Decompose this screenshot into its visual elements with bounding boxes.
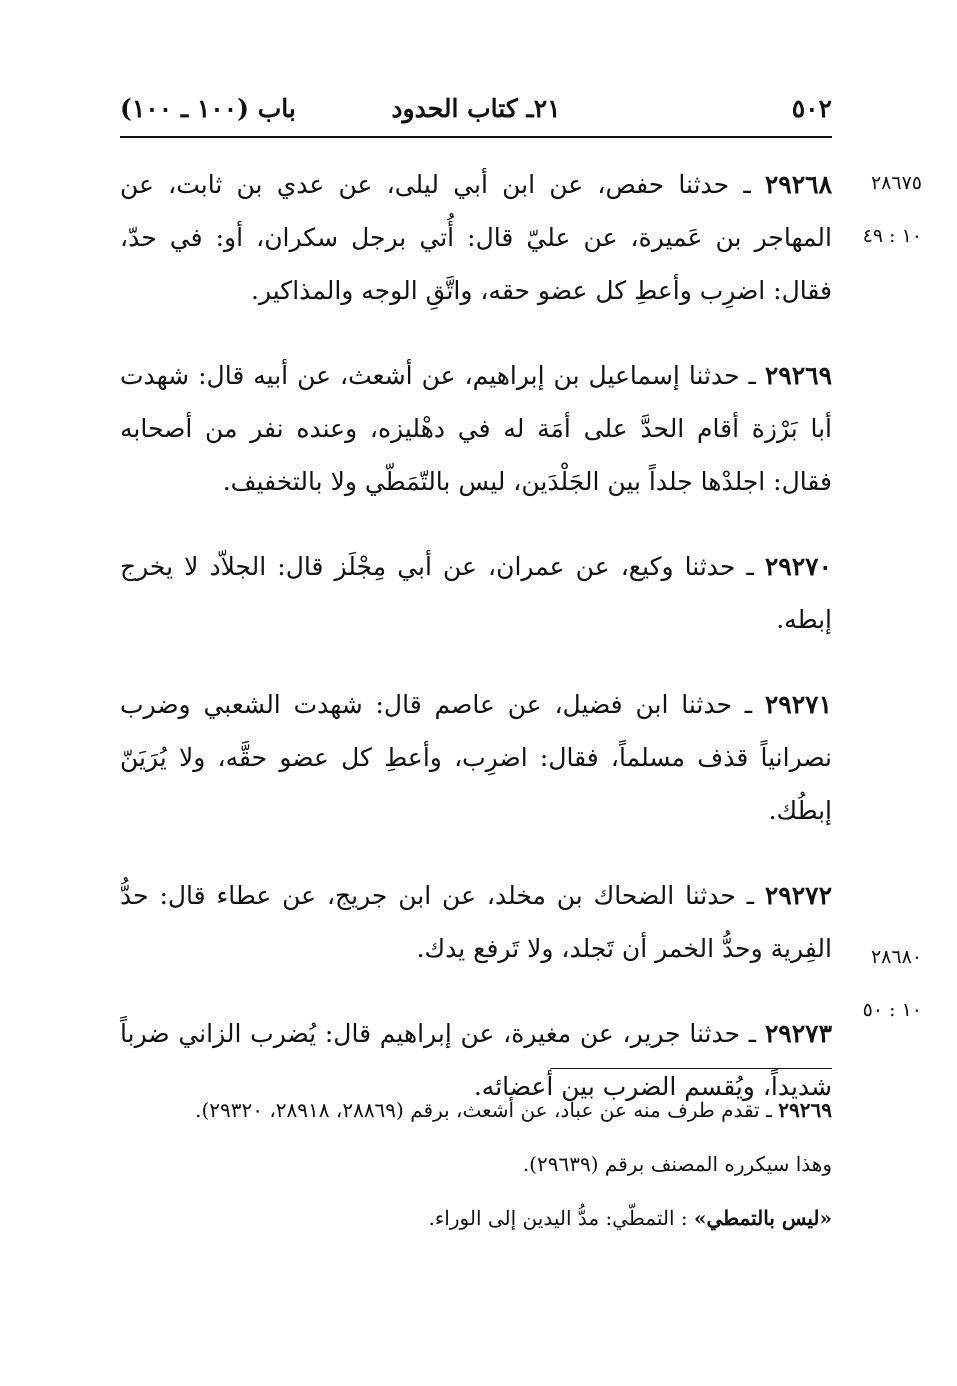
hadith-number: ٢٩٢٧٢: [764, 881, 832, 910]
chapter-title: باب (١٠٠ ـ ١٠٠): [120, 94, 296, 123]
page-number: ٥٠٢: [791, 94, 832, 123]
margin-references: [830, 0, 922, 1386]
header-rule: [120, 136, 832, 138]
hadith-number: ٢٩٢٦٩: [764, 361, 832, 390]
hadith-text: ـ حدثنا إسماعيل بن إبراهيم، عن أشعث، عن أبيه قال: شهدت أبا بَرْزة أقام الحدَّ على أمَة له في دهْليزه، وعنده نفر من أصحابه فقال: اجلدْها جلداً بين الجَلْدَين، ليس بالتّمَطّي ولا بالتخفيف.: [120, 361, 832, 496]
footnote: [120, 1196, 832, 1240]
footnote-text: ـ تقدم طرف منه عن عباد، عن أشعث، برقم (٢٨٨٦٩، ٢٨٩١٨، ٢٩٣٢٠).: [195, 1098, 779, 1122]
hadith-paragraph: [120, 869, 832, 975]
hadith-text: ـ حدثنا ابن فضيل، عن عاصم قال: شهدت الشعبي وضرب نصرانياً قذف مسلماً، فقال: اضرِب، وأعطِ كل عضو حقَّه، ولا يُرَيَنّ إبطُك.: [120, 690, 832, 825]
footnote-rule: [550, 1068, 832, 1069]
hadith-paragraph: [120, 158, 832, 317]
page-header: [120, 88, 832, 128]
hadith-paragraph: [120, 349, 832, 508]
hadith-text: ـ حدثنا وكيع، عن عمران، عن أبي مِجْلَز قال: الجلاّد لا يخرج إبطه.: [120, 552, 832, 634]
hadith-number: ٢٩٢٧١: [764, 690, 832, 719]
margin-ref: ١٠ : ٤٩: [862, 225, 922, 247]
hadith-paragraph: [120, 540, 832, 646]
margin-ref: ١٠ : ٥٠: [862, 999, 922, 1021]
footnote: [120, 1088, 832, 1132]
book-title: ٢١ـ كتاب الحدود: [391, 94, 561, 123]
hadith-text: ـ حدثنا الضحاك بن مخلد، عن ابن جريج، عن عطاء قال: حدُّ الفِرية وحدُّ الخمر أن تَجلد، ولا تَرفع يدك.: [120, 881, 832, 963]
footnote-text: وهذا سيكرره المصنف برقم (٢٩٦٣٩).: [522, 1152, 832, 1176]
hadith-paragraph: [120, 678, 832, 837]
margin-ref: ٢٨٦٨٠: [870, 946, 922, 968]
footnote-term: «ليس بالتمطي»: [693, 1206, 832, 1230]
hadith-number: ٢٩٢٧٠: [764, 552, 832, 581]
footnote: [120, 1142, 832, 1186]
footnotes: [120, 1088, 832, 1250]
hadith-number: ٢٩٢٧٣: [764, 1019, 832, 1048]
footnote-number: ٢٩٢٦٩: [778, 1098, 832, 1122]
footnote-text: : التمطّي: مدُّ اليدين إلى الوراء.: [428, 1206, 694, 1230]
hadith-text: ـ حدثنا جرير، عن مغيرة، عن إبراهيم قال: يُضرب الزاني ضرباً شديداً، ويُقسم الضرب بين أعضائه.: [120, 1019, 832, 1101]
hadith-number: ٢٩٢٦٨: [764, 170, 832, 199]
main-text: [120, 158, 832, 1145]
margin-ref: ٢٨٦٧٥: [870, 172, 922, 194]
hadith-text: ـ حدثنا حفص، عن ابن أبي ليلى، عن عدي بن ثابت، عن المهاجر بن عَميرة، عن عليّ قال: أُتي برجل سكران، أو: في حدّ، فقال: اضرِب وأعطِ كل عضو حقه، واتَّقِ الوجه والمذاكير.: [120, 170, 832, 305]
